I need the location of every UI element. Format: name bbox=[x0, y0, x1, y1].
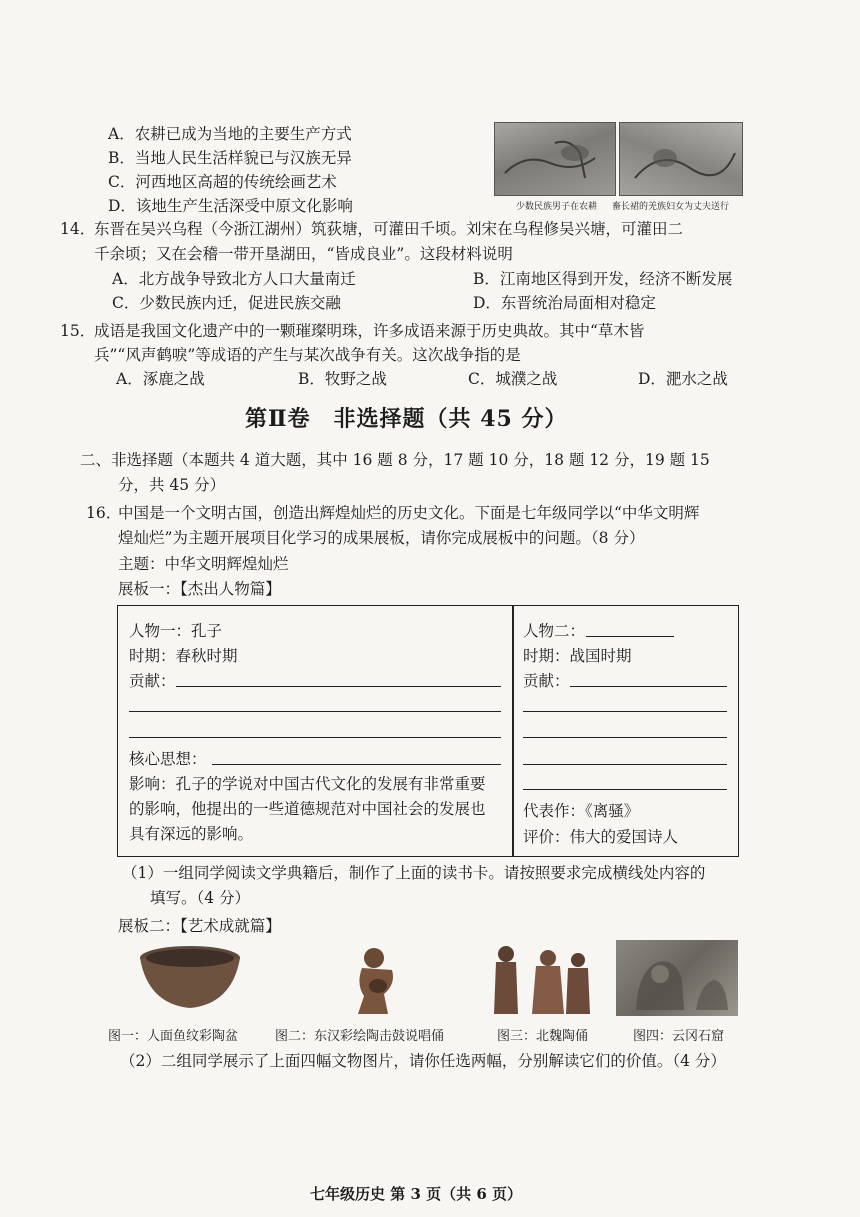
figure4-caption: 图四：云冈石窟 bbox=[633, 1029, 725, 1044]
q14-number: 14． bbox=[60, 220, 96, 238]
q15-option-c: C．城濮之战 bbox=[468, 370, 558, 388]
q15-option-b: B．牧野之战 bbox=[298, 370, 387, 388]
left-card-influence-line2: 的影响，他提出的一些道德规范对中国社会的发展也 bbox=[129, 800, 486, 818]
figure1-caption: 图一：人面鱼纹彩陶盆 bbox=[108, 1029, 239, 1044]
right-card-contribution-blank-3[interactable] bbox=[523, 721, 727, 738]
right-card-person-blank[interactable] bbox=[586, 620, 674, 637]
q14-stem-line1: 东晋在吴兴乌程（今浙江湖州）筑荻塘，可灌田千顷。刘宋在乌程修吴兴塘，可灌田二 bbox=[94, 220, 684, 238]
page-footer: 七年级历史 第 3 页（共 6 页） bbox=[310, 1185, 522, 1203]
left-card-period: 时期：春秋时期 bbox=[129, 647, 238, 665]
section2-title: 第Ⅱ卷 非选择题（共 45 分） bbox=[245, 406, 568, 432]
figure2-caption: 图二：东汉彩绘陶击鼓说唱俑 bbox=[275, 1029, 445, 1044]
board1-divider bbox=[512, 605, 514, 857]
q14-option-b: B．江南地区得到开发，经济不断发展 bbox=[473, 270, 733, 288]
q16-sub2: （2）二组同学展示了上面四幅文物图片，请你任选两幅，分别解读它们的价值。（4 分） bbox=[120, 1052, 726, 1070]
q16-sub1-line2: 填写。（4 分） bbox=[150, 889, 251, 907]
pottery-basin-image bbox=[138, 944, 242, 1012]
right-card-contribution-blank-5[interactable] bbox=[523, 773, 727, 790]
q16-theme: 主题：中华文明辉煌灿烂 bbox=[118, 555, 289, 573]
yungang-grottoes-image bbox=[616, 940, 738, 1016]
farming-mural-image bbox=[494, 122, 616, 196]
left-card-influence-line3: 具有深远的影响。 bbox=[129, 825, 254, 843]
q13-option-d: D．该地生产生活深受中原文化影响 bbox=[108, 197, 353, 215]
q14-option-a: A．北方战争导致北方人口大量南迁 bbox=[112, 270, 356, 288]
q16-number: 16． bbox=[86, 504, 122, 522]
q14-stem-line2: 千余顷；又在会稽一带开垦湖田，“皆成良业”。这段材料说明 bbox=[94, 245, 513, 263]
q15-number: 15． bbox=[60, 322, 96, 340]
left-card-person: 人物一：孔子 bbox=[129, 622, 223, 640]
farming-mural-caption: 少数民族男子在农耕 bbox=[516, 202, 598, 212]
right-card-contribution-blank-4[interactable] bbox=[523, 748, 727, 765]
right-card-contribution-blank-1[interactable] bbox=[570, 670, 727, 687]
left-card-core-blank[interactable] bbox=[212, 748, 501, 765]
right-card-person-label: 人物二： bbox=[523, 622, 586, 640]
right-card-contribution-blank-2[interactable] bbox=[523, 695, 727, 712]
section2-intro-line1: 二、非选择题（本题共 4 道大题，其中 16 题 8 分，17 题 10 分，18 题 12 分，19 题 15 bbox=[80, 451, 710, 469]
left-card-contribution-blank-2[interactable] bbox=[129, 695, 501, 712]
q13-option-a: A．农耕已成为当地的主要生产方式 bbox=[108, 125, 352, 143]
board1-title: 展板一：【杰出人物篇】 bbox=[118, 580, 281, 598]
q13-option-b: B．当地人民生活样貌已与汉族无异 bbox=[108, 149, 352, 167]
q16-stem-line1: 中国是一个文明古国，创造出辉煌灿烂的历史文化。下面是七年级同学以“中华文明辉 bbox=[118, 504, 700, 522]
q15-option-a: A．涿鹿之战 bbox=[116, 370, 205, 388]
q15-stem-line1: 成语是我国文化遗产中的一颗璀璨明珠，许多成语来源于历史典故。其中“草木皆 bbox=[94, 322, 645, 340]
q16-stem-line2: 煌灿烂”为主题开展项目化学习的成果展板，请你完成展板中的问题。（8 分） bbox=[118, 529, 645, 547]
q15-stem-line2: 兵”“风声鹤唳”等成语的产生与某次战争有关。这次战争指的是 bbox=[94, 346, 521, 364]
right-card-contribution-label: 贡献： bbox=[523, 672, 570, 690]
farewell-mural-image bbox=[619, 122, 743, 196]
q14-option-c: C．少数民族内迁，促进民族交融 bbox=[112, 294, 341, 312]
q15-option-d: D．淝水之战 bbox=[638, 370, 728, 388]
q13-option-c: C．河西地区高超的传统绘画艺术 bbox=[108, 173, 337, 191]
farewell-mural-caption: 畜长裙的羌族妇女为丈夫送行 bbox=[612, 202, 730, 212]
right-card-period: 时期：战国时期 bbox=[523, 647, 632, 665]
left-card-core-label: 核心思想： bbox=[129, 750, 207, 768]
right-card-evaluation: 评价：伟大的爱国诗人 bbox=[523, 828, 679, 846]
q16-sub1-line1: （1）一组同学阅读文学典籍后，制作了上面的读书卡。请按照要求完成横线处内容的 bbox=[122, 864, 706, 882]
left-card-contribution-blank-3[interactable] bbox=[129, 721, 501, 738]
figure3-caption: 图三：北魏陶俑 bbox=[497, 1029, 589, 1044]
left-card-contribution-blank-1[interactable] bbox=[176, 670, 501, 687]
northern-wei-figurines-image bbox=[490, 942, 594, 1016]
left-card-influence-line1: 影响：孔子的学说对中国古代文化的发展有非常重要 bbox=[129, 775, 486, 793]
left-card-contribution-label: 贡献： bbox=[129, 672, 176, 690]
drummer-figurine-image bbox=[348, 944, 404, 1018]
right-card-work: 代表作：《离骚》 bbox=[523, 802, 640, 820]
section2-intro-line2: 分，共 45 分） bbox=[118, 476, 226, 494]
q14-option-d: D．东晋统治局面相对稳定 bbox=[473, 294, 656, 312]
board2-title: 展板二：【艺术成就篇】 bbox=[118, 917, 281, 935]
